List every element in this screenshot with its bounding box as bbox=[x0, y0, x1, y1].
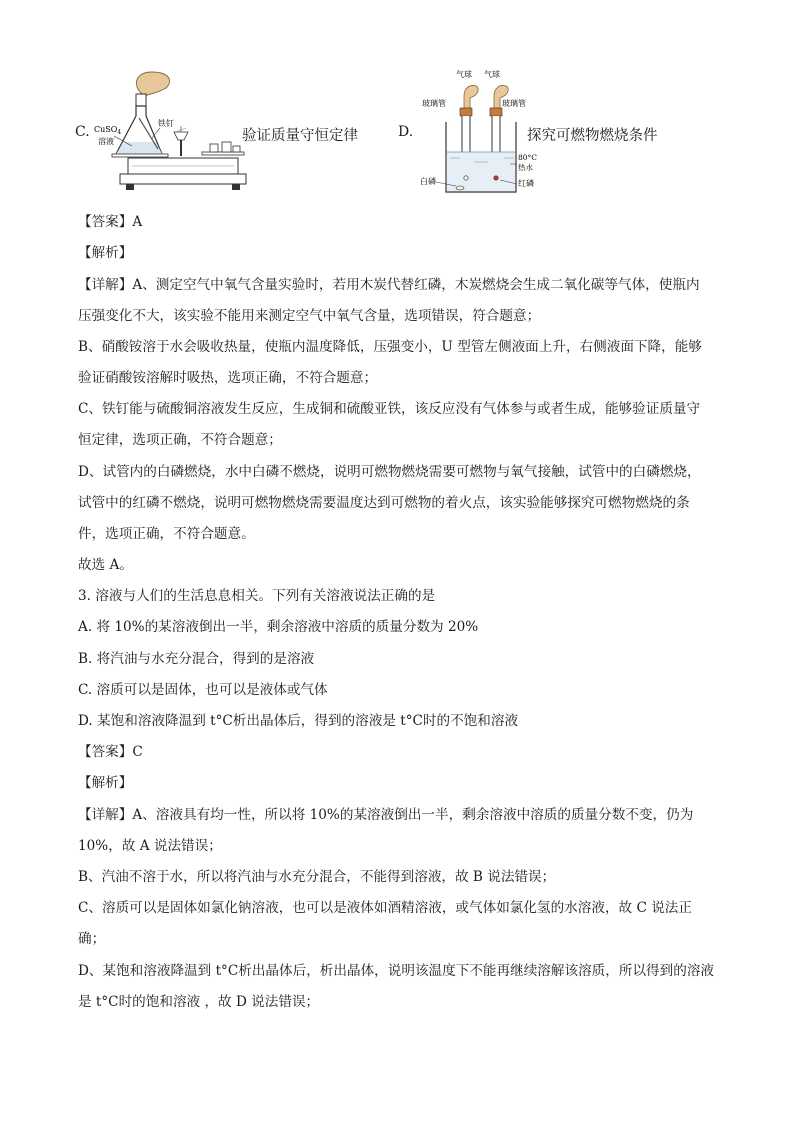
option-d: D. 某饱和溶液降温到 t°C析出晶体后，得到的溶液是 t°C时的不饱和溶液 bbox=[78, 713, 519, 729]
option-d-letter: D. bbox=[398, 124, 414, 140]
hot-water-label: 热水 bbox=[518, 163, 533, 172]
answer-line: 【答案】C bbox=[78, 744, 143, 760]
red-phosphorus-label: 红磷 bbox=[518, 179, 534, 188]
nail-label: 铁钉 bbox=[158, 119, 174, 128]
detail-line: D、某饱和溶液降温到 t°C析出晶体后，析出晶体，说明该温度下不能再继续溶解该溶质，所以得到的溶液 bbox=[78, 963, 715, 979]
detail-line: 压强变化不大，该实验不能用来测定空气中氧气含量，选项错误，符合题意； bbox=[78, 308, 541, 324]
detail-line: 验证硝酸铵溶解时吸热，选项正确，不符合题意； bbox=[78, 370, 378, 386]
flask-neck bbox=[136, 94, 146, 106]
detail-line: 【详解】A、测定空气中氧气含量实验时，若用木炭代替红磷，木炭燃烧会生成二氧化碳等气体，使瓶内 bbox=[78, 277, 700, 293]
detail-line: 件，选项正确，不符合题意。 bbox=[78, 526, 255, 542]
option-a: A. 将 10%的某溶液倒出一半，剩余溶液中溶质的质量分数为 20% bbox=[78, 619, 479, 635]
combustion-apparatus-figure bbox=[420, 66, 538, 202]
analysis-heading: 【解析】 bbox=[78, 775, 133, 791]
option-b: B. 将汽油与水充分混合，得到的是溶液 bbox=[78, 651, 315, 667]
option-c: C. 溶质可以是固体，也可以是液体或气体 bbox=[78, 682, 328, 698]
analysis-heading: 【解析】 bbox=[78, 245, 133, 261]
detail-line: C、溶质可以是固体如氯化钠溶液，也可以是液体如酒精溶液，或气体如氯化氢的水溶液，故 C 说法正 bbox=[78, 900, 692, 916]
balloon-left-label: 气球 bbox=[456, 70, 472, 79]
detail-line: 10%，故 A 说法错误； bbox=[78, 838, 222, 854]
detail-line: B、汽油不溶于水，所以将汽油与水充分混合，不能得到溶液，故 B 说法错误； bbox=[78, 869, 556, 885]
tube-right-label: 玻璃管 bbox=[502, 99, 526, 108]
temp-label: 80°C bbox=[518, 153, 538, 162]
detail-line: C、铁钉能与硫酸铜溶液发生反应，生成铜和硫酸亚铁，该反应没有气体参与或者生成，能够验证质量守 bbox=[78, 401, 701, 417]
figure-row bbox=[0, 66, 794, 206]
option-c-caption: 验证质量守恒定律 bbox=[242, 128, 358, 144]
answer-line: 【答案】A bbox=[78, 214, 143, 230]
detail-line: 试管中的红磷不燃烧，说明可燃物燃烧需要温度达到可燃物的着火点，该实验能够探究可燃物燃烧的条 bbox=[78, 495, 690, 511]
detail-line: 恒定律，选项正确，不符合题意； bbox=[78, 432, 282, 448]
balloon-right-label: 气球 bbox=[484, 70, 500, 79]
solution-label: 溶液 bbox=[98, 137, 114, 146]
balance-apparatus-figure bbox=[92, 70, 252, 196]
tube-left-label: 玻璃管 bbox=[422, 99, 446, 108]
choice-line: 故选 A。 bbox=[78, 557, 133, 573]
option-d-caption: 探究可燃物燃烧条件 bbox=[527, 128, 658, 144]
cuso4-label: CuSO$_4$ bbox=[94, 125, 122, 136]
option-c-letter: C. bbox=[75, 124, 90, 140]
detail-line: B、硝酸铵溶于水会吸收热量，使瓶内温度降低，压强变小，U 型管左侧液面上升，右侧液面下降，能够 bbox=[78, 339, 702, 355]
question-stem: 3. 溶液与人们的生活息息相关。下列有关溶液说法正确的是 bbox=[78, 588, 436, 604]
detail-line: 【详解】A、溶液具有均一性，所以将 10%的某溶液倒出一半，剩余溶液中溶质的质量分数不变，仍为 bbox=[78, 807, 694, 823]
white-phosphorus-label: 白磷 bbox=[420, 177, 436, 186]
balloon-shape bbox=[136, 72, 169, 96]
detail-line: 确； bbox=[78, 931, 106, 947]
detail-line: D、试管内的白磷燃烧，水中白磷不燃烧，说明可燃物燃烧需要可燃物与氧气接触，试管中的白磷燃烧， bbox=[78, 464, 701, 480]
detail-line: 是 t°C时的饱和溶液 ，故 D 说法错误； bbox=[78, 994, 320, 1010]
